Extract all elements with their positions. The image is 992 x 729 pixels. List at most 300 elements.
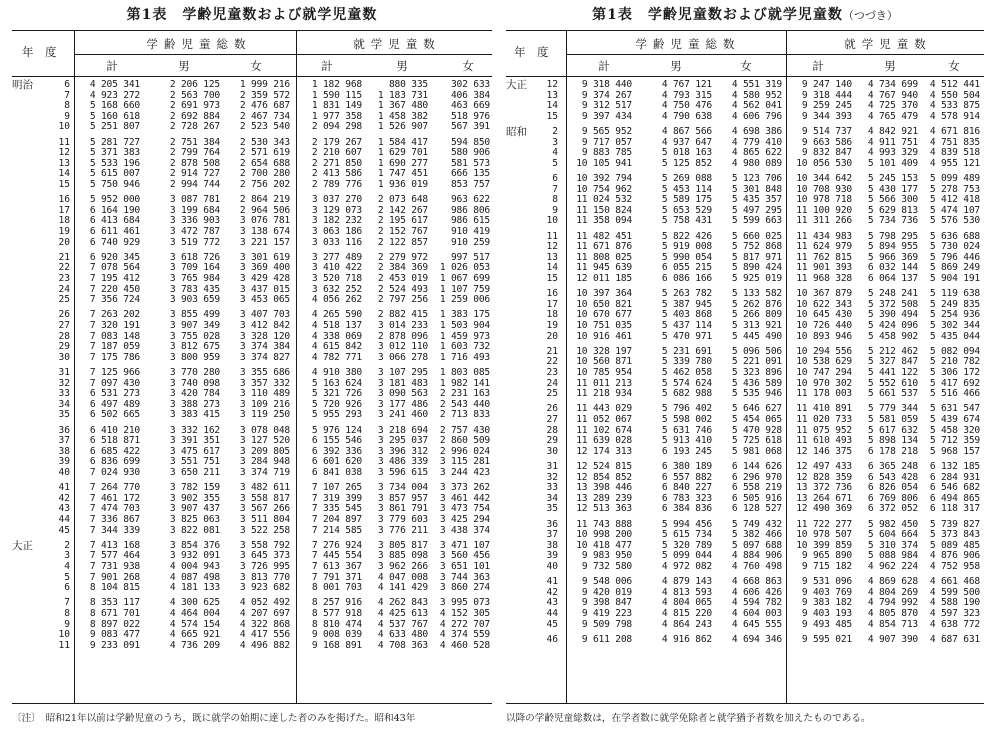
value-cell: 11 075 952 xyxy=(796,424,852,436)
value-cell: 3 782 159 xyxy=(169,482,220,494)
value-cell: 9 832 847 xyxy=(801,147,852,159)
value-cell: 5 631 746 xyxy=(661,424,712,436)
year-cell: 30 xyxy=(546,445,558,457)
value-cell: 4 876 906 xyxy=(929,550,980,562)
value-cell: 5 119 638 xyxy=(929,288,980,300)
table-row xyxy=(12,641,492,652)
value-cell: 9 403 193 xyxy=(801,608,852,619)
value-cell: 9 548 006 xyxy=(581,576,632,588)
value-cell: 3 336 903 xyxy=(169,215,220,227)
value-cell: 3 885 098 xyxy=(377,550,428,562)
value-cell: 5 435 357 xyxy=(731,194,782,206)
value-cell: 3 567 266 xyxy=(239,503,290,515)
value-cell: 581 573 xyxy=(450,157,490,169)
value-cell: 5 382 466 xyxy=(731,529,782,541)
value-cell: 5 604 664 xyxy=(867,529,918,541)
value-cell: 4 047 008 xyxy=(377,571,428,583)
value-cell: 5 306 172 xyxy=(929,367,980,378)
value-cell: 5 904 191 xyxy=(929,273,980,284)
value-cell: 7 356 724 xyxy=(89,294,140,306)
table-row xyxy=(12,295,492,306)
subheader-0: 計 xyxy=(106,59,118,73)
value-cell: 9 259 245 xyxy=(801,100,852,112)
year-cell: 39 xyxy=(58,456,70,468)
page-title xyxy=(506,4,984,24)
value-cell: 4 052 492 xyxy=(239,597,290,609)
year-cell: 14 xyxy=(546,100,558,112)
value-cell: 3 109 216 xyxy=(239,398,290,410)
value-cell: 5 018 163 xyxy=(661,147,712,159)
value-cell: 11 311 266 xyxy=(796,215,852,227)
value-cell: 5 168 660 xyxy=(89,100,140,112)
table-row xyxy=(12,122,492,133)
value-cell: 1 183 731 xyxy=(377,89,428,101)
value-cell: 1 026 053 xyxy=(439,262,490,274)
value-cell: 3 107 295 xyxy=(377,367,428,378)
value-cell: 2 700 280 xyxy=(239,168,290,180)
value-cell: 4 588 190 xyxy=(929,597,980,609)
value-cell: 4 879 143 xyxy=(661,576,712,588)
value-cell: 4 599 500 xyxy=(929,586,980,598)
value-cell: 3 744 363 xyxy=(439,571,490,583)
value-cell: 7 413 168 xyxy=(89,539,140,551)
value-cell: 5 160 618 xyxy=(89,110,140,122)
value-cell: 3 776 211 xyxy=(377,524,428,536)
value-cell: 6 118 317 xyxy=(929,503,980,515)
value-cell: 5 269 088 xyxy=(661,173,712,184)
value-cell: 5 798 295 xyxy=(867,230,918,242)
year-cell: 6 xyxy=(64,79,70,90)
year-cell: 19 xyxy=(58,226,70,237)
year-cell: 36 xyxy=(546,518,558,530)
value-cell: 9 247 140 xyxy=(801,79,852,90)
value-cell: 3 357 332 xyxy=(239,377,290,389)
value-cell: 10 978 718 xyxy=(796,194,852,206)
value-cell: 3 391 351 xyxy=(169,435,220,447)
year-cell: 29 xyxy=(546,435,558,447)
value-cell: 997 517 xyxy=(450,251,490,263)
table-row xyxy=(506,216,984,227)
value-cell: 5 516 466 xyxy=(929,388,980,400)
value-cell: 6 372 052 xyxy=(867,503,918,515)
value-cell: 2 210 607 xyxy=(311,147,362,159)
year-cell: 27 xyxy=(58,320,70,331)
value-cell: 3 119 250 xyxy=(239,409,290,421)
value-cell: 3 090 563 xyxy=(377,388,428,400)
value-cell: 10 650 821 xyxy=(576,298,632,310)
value-cell: 3 860 274 xyxy=(439,582,490,594)
table-row xyxy=(506,127,984,138)
value-cell: 1 977 358 xyxy=(311,110,362,122)
value-cell: 9 965 890 xyxy=(801,550,852,562)
value-cell: 5 615 007 xyxy=(89,168,140,180)
table-row xyxy=(12,353,492,364)
value-cell: 3 482 611 xyxy=(239,482,290,494)
value-cell: 4 665 921 xyxy=(169,629,220,641)
value-cell: 4 751 835 xyxy=(929,136,980,148)
value-cell: 4 181 133 xyxy=(169,582,220,594)
value-cell: 5 458 320 xyxy=(929,424,980,436)
value-cell: 3 374 384 xyxy=(239,341,290,353)
value-cell: 4 562 041 xyxy=(731,100,782,112)
value-cell: 5 097 688 xyxy=(731,539,782,551)
value-cell: 6 494 865 xyxy=(929,492,980,504)
value-cell: 5 925 019 xyxy=(731,273,782,284)
value-cell: 3 277 489 xyxy=(311,251,362,263)
value-cell: 4 661 468 xyxy=(929,576,980,588)
value-cell: 4 804 269 xyxy=(867,586,918,598)
value-cell: 11 218 934 xyxy=(576,388,632,400)
value-cell: 11 482 451 xyxy=(576,230,632,242)
table-row xyxy=(12,368,492,379)
value-cell: 10 294 556 xyxy=(796,345,852,357)
year-cell: 40 xyxy=(546,561,558,572)
value-cell: 4 708 363 xyxy=(377,639,428,651)
value-cell: 3 374 719 xyxy=(239,467,290,478)
year-cell: 12 xyxy=(546,241,558,253)
value-cell: 3 822 081 xyxy=(169,524,220,536)
value-cell: 6 178 218 xyxy=(867,445,918,457)
year-cell: 34 xyxy=(546,492,558,504)
value-cell: 5 739 827 xyxy=(929,518,980,530)
year-cell: 44 xyxy=(58,514,70,525)
table-row xyxy=(506,609,984,620)
value-cell: 5 968 157 xyxy=(929,445,980,457)
value-cell: 9 420 019 xyxy=(581,586,632,598)
value-cell: 13 289 239 xyxy=(576,492,632,504)
value-cell: 4 911 751 xyxy=(867,136,918,148)
table-bottom-rule xyxy=(506,703,984,704)
year-cell: 9 xyxy=(64,618,70,630)
value-cell: 5 251 807 xyxy=(89,121,140,133)
year-cell: 21 xyxy=(58,251,70,263)
subheader-1: 男 xyxy=(178,59,190,73)
value-cell: 7 319 399 xyxy=(311,492,362,504)
value-cell: 1 803 085 xyxy=(439,367,490,378)
value-cell: 9 514 737 xyxy=(801,126,852,137)
value-cell: 3 374 827 xyxy=(239,351,290,363)
table-row xyxy=(506,368,984,379)
value-cell: 7 335 545 xyxy=(311,503,362,515)
value-cell: 3 332 162 xyxy=(169,424,220,436)
value-cell: 5 212 462 xyxy=(867,345,918,357)
value-cell: 7 083 148 xyxy=(89,330,140,342)
value-cell: 2 073 648 xyxy=(377,194,428,206)
value-cell: 5 779 344 xyxy=(867,403,918,415)
value-cell: 5 082 094 xyxy=(929,345,980,357)
subheader-1: 男 xyxy=(670,59,682,73)
year-cell: 8 xyxy=(64,100,70,112)
value-cell: 4 854 713 xyxy=(867,618,918,630)
value-cell: 9 008 039 xyxy=(311,629,362,641)
value-cell: 2 195 617 xyxy=(377,215,428,227)
table-row xyxy=(506,504,984,515)
value-cell: 5 323 896 xyxy=(731,367,782,378)
value-cell: 3 241 460 xyxy=(377,409,428,421)
value-cell: 3 453 065 xyxy=(239,294,290,306)
subheader-2: 女 xyxy=(250,59,262,73)
value-cell: 8 001 703 xyxy=(311,582,362,594)
value-cell: 9 318 444 xyxy=(801,89,852,101)
value-cell: 5 339 780 xyxy=(661,356,712,368)
value-cell: 5 210 782 xyxy=(929,356,980,368)
value-cell: 7 204 897 xyxy=(311,514,362,525)
year-cell: 16 xyxy=(546,288,558,300)
year-cell: 8 xyxy=(552,194,558,206)
year-cell: 2 xyxy=(552,126,558,137)
value-cell: 11 610 493 xyxy=(796,435,852,447)
value-cell: 3 373 262 xyxy=(439,482,490,494)
value-cell: 3 902 355 xyxy=(169,492,220,504)
value-cell: 11 639 028 xyxy=(576,435,632,447)
table-row xyxy=(12,609,492,620)
table-row xyxy=(506,389,984,400)
year-cell: 22 xyxy=(546,356,558,368)
value-cell: 10 392 794 xyxy=(576,173,632,184)
value-cell: 2 728 267 xyxy=(169,121,220,133)
year-cell: 6 xyxy=(64,582,70,594)
value-cell: 6 502 665 xyxy=(89,409,140,421)
value-cell: 11 410 891 xyxy=(796,403,852,415)
value-cell: 3 076 781 xyxy=(239,215,290,227)
value-cell: 5 661 537 xyxy=(867,388,918,400)
value-cell: 2 094 298 xyxy=(311,121,362,133)
value-cell: 6 920 345 xyxy=(89,251,140,263)
value-cell: 2 964 506 xyxy=(239,204,290,216)
value-cell: 3 645 373 xyxy=(239,550,290,562)
header-bottom-rule xyxy=(506,76,984,77)
table-top-rule xyxy=(12,30,492,31)
value-cell: 2 878 096 xyxy=(377,330,428,342)
value-cell: 11 901 393 xyxy=(796,262,852,274)
value-cell: 3 551 751 xyxy=(169,456,220,468)
year-cell: 9 xyxy=(552,204,558,216)
year-cell: 38 xyxy=(58,445,70,457)
value-cell: 4 790 638 xyxy=(661,110,712,122)
value-cell: 5 636 688 xyxy=(929,230,980,242)
value-cell: 4 993 329 xyxy=(867,147,918,159)
value-cell: 5 725 618 xyxy=(731,435,782,447)
value-cell: 7 187 059 xyxy=(89,341,140,353)
value-cell: 5 089 485 xyxy=(929,539,980,551)
value-cell: 5 566 300 xyxy=(867,194,918,206)
value-cell: 1 459 973 xyxy=(439,330,490,342)
value-cell: 10 105 941 xyxy=(576,157,632,169)
value-cell: 5 310 374 xyxy=(867,539,918,551)
year-cell: 8 xyxy=(64,608,70,619)
year-cell: 37 xyxy=(58,435,70,447)
table-row xyxy=(506,174,984,185)
value-cell: 5 615 734 xyxy=(661,529,712,541)
value-cell: 4 464 004 xyxy=(169,608,220,619)
year-cell: 46 xyxy=(546,633,558,645)
value-cell: 6 557 882 xyxy=(661,471,712,483)
value-cell: 11 443 029 xyxy=(576,403,632,415)
year-cell: 14 xyxy=(58,168,70,180)
table-row xyxy=(506,332,984,343)
year-cell: 24 xyxy=(546,377,558,389)
header-group-total: 学齢児童総数 xyxy=(146,37,252,51)
value-cell: 3 138 674 xyxy=(239,226,290,237)
value-cell: 5 254 936 xyxy=(929,309,980,321)
value-cell: 9 397 434 xyxy=(581,110,632,122)
value-cell: 2 654 688 xyxy=(239,157,290,169)
value-cell: 4 884 906 xyxy=(731,550,782,562)
value-cell: 4 207 697 xyxy=(239,608,290,619)
value-cell: 5 470 971 xyxy=(661,330,712,342)
value-cell: 2 860 509 xyxy=(439,435,490,447)
value-cell: 9 383 182 xyxy=(801,597,852,609)
year-cell: 9 xyxy=(64,110,70,122)
year-cell: 7 xyxy=(64,89,70,101)
value-cell: 3 407 703 xyxy=(239,309,290,321)
header-nendo: 年 度 xyxy=(514,45,549,59)
year-cell: 15 xyxy=(546,110,558,122)
year-cell: 18 xyxy=(546,309,558,321)
era-label: 明治 xyxy=(12,79,33,91)
value-cell: 7 264 770 xyxy=(89,482,140,494)
value-cell: 6 064 137 xyxy=(867,273,918,284)
value-cell: 4 750 476 xyxy=(661,100,712,112)
value-cell: 6 128 527 xyxy=(731,503,782,515)
value-cell: 10 726 440 xyxy=(796,320,852,331)
value-cell: 5 096 506 xyxy=(731,345,782,357)
table-row xyxy=(12,274,492,285)
value-cell: 3 522 258 xyxy=(239,524,290,536)
value-cell: 5 720 926 xyxy=(311,398,362,410)
year-cell: 17 xyxy=(546,298,558,310)
value-cell: 5 982 450 xyxy=(867,518,918,530)
value-cell: 5 682 988 xyxy=(661,388,712,400)
value-cell: 6 685 422 xyxy=(89,445,140,457)
subheader-5: 女 xyxy=(948,59,960,73)
value-cell: 5 576 530 xyxy=(929,215,980,227)
year-cell: 31 xyxy=(546,461,558,472)
value-cell: 8 257 916 xyxy=(311,597,362,609)
value-cell: 10 538 629 xyxy=(796,356,852,368)
value-cell: 5 734 736 xyxy=(867,215,918,227)
value-cell: 11 052 067 xyxy=(576,414,632,425)
value-cell: 3 437 015 xyxy=(239,283,290,295)
year-cell: 30 xyxy=(58,351,70,363)
value-cell: 4 805 870 xyxy=(867,608,918,619)
value-cell: 10 397 364 xyxy=(576,288,632,300)
year-cell: 42 xyxy=(546,586,558,598)
value-cell: 10 344 642 xyxy=(796,173,852,184)
value-cell: 5 266 809 xyxy=(731,309,782,321)
value-cell: 4 937 647 xyxy=(661,136,712,148)
value-cell: 1 831 149 xyxy=(311,100,362,112)
table-row xyxy=(506,620,984,631)
value-cell: 6 032 144 xyxy=(867,262,918,274)
year-cell: 15 xyxy=(58,179,70,190)
value-cell: 5 125 852 xyxy=(661,157,712,169)
value-cell: 10 622 343 xyxy=(796,298,852,310)
value-cell: 9 565 952 xyxy=(581,126,632,137)
year-cell: 42 xyxy=(58,492,70,504)
value-cell: 3 734 004 xyxy=(377,482,428,494)
value-cell: 4 839 518 xyxy=(929,147,980,159)
value-cell: 5 552 610 xyxy=(867,377,918,389)
value-cell: 4 671 816 xyxy=(929,126,980,137)
value-cell: 5 099 489 xyxy=(929,173,980,184)
value-cell: 4 793 315 xyxy=(661,89,712,101)
value-cell: 10 998 200 xyxy=(576,529,632,541)
value-cell: 10 893 946 xyxy=(796,330,852,342)
value-cell: 3 284 948 xyxy=(239,456,290,468)
year-cell: 4 xyxy=(552,147,558,159)
value-cell: 11 024 532 xyxy=(576,194,632,206)
value-cell: 3 388 273 xyxy=(169,398,220,410)
value-cell: 963 622 xyxy=(450,194,490,206)
value-cell: 2 878 508 xyxy=(169,157,220,169)
year-cell: 19 xyxy=(546,320,558,331)
year-cell: 34 xyxy=(58,398,70,410)
value-cell: 3 014 233 xyxy=(377,320,428,331)
value-cell: 4 606 426 xyxy=(731,586,782,598)
value-cell: 4 923 272 xyxy=(89,89,140,101)
value-cell: 3 177 486 xyxy=(377,398,428,410)
value-cell: 5 321 726 xyxy=(311,388,362,400)
value-cell: 6 365 248 xyxy=(867,461,918,472)
value-cell: 10 418 477 xyxy=(576,539,632,551)
value-cell: 3 182 232 xyxy=(311,215,362,227)
value-cell: 3 596 615 xyxy=(377,467,428,478)
value-cell: 5 653 529 xyxy=(661,204,712,216)
subheader-3: 計 xyxy=(321,59,333,73)
table-row xyxy=(506,415,984,426)
value-cell: 12 497 433 xyxy=(796,461,852,472)
value-cell: 6 841 038 xyxy=(311,467,362,478)
value-cell: 10 367 879 xyxy=(796,288,852,300)
value-cell: 4 734 699 xyxy=(867,79,918,90)
value-cell: 986 806 xyxy=(450,204,490,216)
value-cell: 7 791 371 xyxy=(311,571,362,583)
value-cell: 4 725 370 xyxy=(867,100,918,112)
value-cell: 13 372 736 xyxy=(796,482,852,494)
value-cell: 3 765 984 xyxy=(169,273,220,284)
value-cell: 9 168 891 xyxy=(311,639,362,651)
value-cell: 4 804 065 xyxy=(661,597,712,609)
year-cell: 16 xyxy=(58,194,70,206)
value-cell: 3 861 791 xyxy=(377,503,428,515)
value-cell: 5 474 107 xyxy=(929,204,980,216)
value-cell: 4 338 069 xyxy=(311,330,362,342)
value-cell: 2 882 415 xyxy=(377,309,428,321)
table-row xyxy=(12,321,492,332)
value-cell: 11 722 277 xyxy=(796,518,852,530)
value-cell: 2 206 125 xyxy=(169,79,220,90)
header-mid-rule xyxy=(74,54,492,55)
value-cell: 5 372 508 xyxy=(867,298,918,310)
value-cell: 4 550 504 xyxy=(929,89,980,101)
table-row xyxy=(12,515,492,526)
value-cell: 4 205 341 xyxy=(89,79,140,90)
value-cell: 1 629 701 xyxy=(377,147,428,159)
value-cell: 6 497 489 xyxy=(89,398,140,410)
value-cell: 5 248 241 xyxy=(867,288,918,300)
value-cell: 5 990 054 xyxy=(661,251,712,263)
value-cell: 10 978 507 xyxy=(796,529,852,541)
value-cell: 5 263 782 xyxy=(661,288,712,300)
year-cell: 3 xyxy=(64,550,70,562)
value-cell: 3 519 772 xyxy=(169,236,220,248)
title-suffix: （つづき） xyxy=(842,9,898,22)
value-cell: 3 907 349 xyxy=(169,320,220,331)
value-cell: 12 174 313 xyxy=(576,445,632,457)
value-cell: 3 472 787 xyxy=(169,226,220,237)
table-row xyxy=(506,321,984,332)
